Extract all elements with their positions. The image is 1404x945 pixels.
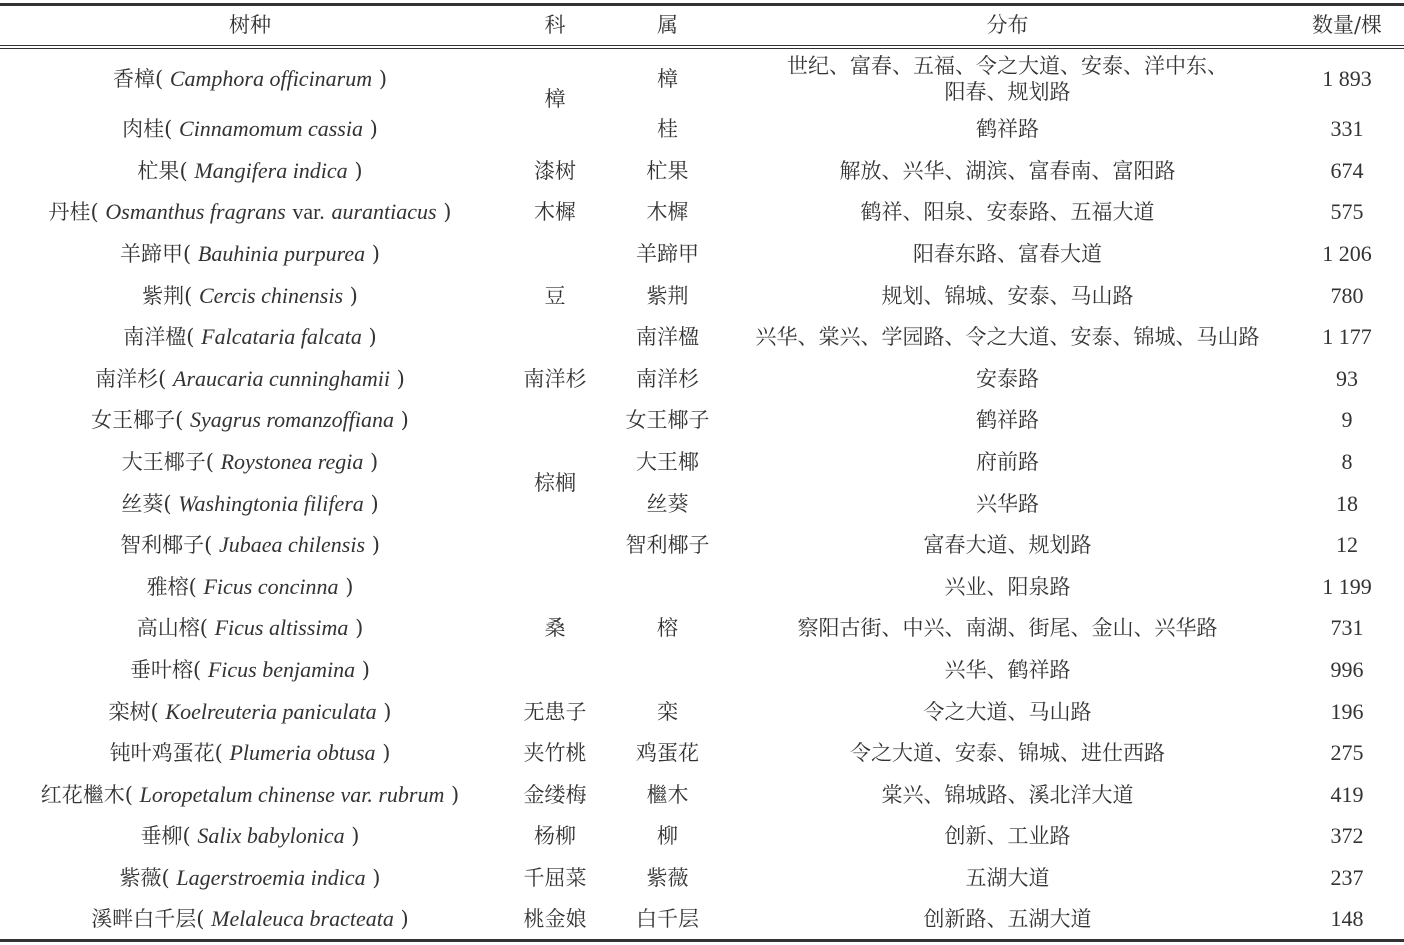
- distribution-text: 察阳古街、中兴、南湖、街尾、金山、兴华路: [797, 616, 1218, 641]
- species-cell: 栾树( Koelreuteria paniculata ): [108, 698, 392, 724]
- species-cell: 香樟( Camphora officinarum ): [112, 65, 388, 91]
- species-latin-name: Roystonea regia: [220, 449, 364, 475]
- table-row: [0, 275, 1404, 317]
- genus-cell: 栾: [657, 699, 678, 724]
- species-cell: 南洋楹( Falcataria falcata ): [123, 324, 377, 350]
- species-cell: 肉桂( Cinnamomum cassia ): [122, 116, 378, 142]
- species-cell: 南洋杉( Araucaria cunninghamii ): [95, 365, 405, 391]
- distribution-text: 富春大道、规划路: [923, 533, 1092, 558]
- genus-cell: 紫荆: [646, 283, 689, 308]
- distribution-text: 解放、兴华、湖滨、富春南、富阳路: [839, 158, 1176, 183]
- distribution-cell: [725, 816, 1290, 858]
- table-body: [0, 47, 1404, 941]
- variety-name: aurantiacus: [331, 199, 437, 225]
- species-chinese-name: 雅榕: [146, 574, 189, 599]
- genus-cell: 樟: [657, 66, 678, 91]
- table-row: [0, 192, 1404, 234]
- table-row: [0, 400, 1404, 442]
- count-cell: 372: [1330, 823, 1364, 849]
- genus-cell: 紫薇: [646, 865, 689, 890]
- species-latin-name: Camphora officinarum: [169, 65, 373, 91]
- species-chinese-name: 女王椰子: [91, 408, 176, 433]
- distribution-text: 鹤祥、阳泉、安泰路、五福大道: [860, 200, 1155, 225]
- distribution-cell: [725, 275, 1290, 317]
- header-family: 科: [544, 13, 566, 38]
- distribution-cell: [725, 483, 1290, 525]
- count-cell: 419: [1330, 781, 1364, 807]
- species-latin-name: Ficus altissima: [214, 615, 349, 641]
- family-cell: 桃金娘: [523, 906, 587, 931]
- distribution-text: 鹤祥路: [976, 408, 1039, 433]
- species-chinese-name: 紫薇: [119, 865, 162, 890]
- count-cell: 93: [1336, 365, 1358, 391]
- genus-cell: 智利椰子: [625, 533, 710, 558]
- species-chinese-name: 羊蹄甲: [120, 242, 183, 267]
- distribution-text: 令之大道、马山路: [923, 699, 1092, 724]
- table-row: [0, 150, 1404, 192]
- genus-cell: 女王椰子: [625, 408, 710, 433]
- family-cell: 千屈菜: [523, 865, 587, 890]
- count-cell: 1 206: [1322, 241, 1372, 267]
- table-row: [0, 816, 1404, 858]
- species-cell: 高山榕( Ficus altissima ): [136, 615, 364, 641]
- table-row: [0, 441, 1404, 483]
- species-chinese-name: 南洋杉: [95, 366, 159, 391]
- family-cell: 夹竹桃: [523, 741, 587, 766]
- distribution-cell: [725, 857, 1290, 899]
- genus-cell: 南洋杉: [636, 366, 699, 391]
- species-chinese-name: 丹桂: [48, 200, 91, 225]
- species-latin-name: Loropetalum chinense var. rubrum: [139, 781, 445, 807]
- table-row: [0, 47, 1404, 109]
- count-cell: 674: [1330, 157, 1364, 183]
- species-cell: 紫荆( Cercis chinensis ): [142, 282, 358, 308]
- family-cell: 棕榈: [534, 470, 576, 495]
- species-chinese-name: 栾树: [108, 699, 151, 724]
- count-cell: 275: [1330, 740, 1364, 766]
- distribution-text-line2: 阳春、规划路: [944, 79, 1071, 104]
- count-cell: 12: [1336, 532, 1358, 558]
- species-chinese-name: 紫荆: [142, 283, 185, 308]
- count-cell: 1 177: [1322, 324, 1372, 350]
- species-chinese-name: 红花檵木: [40, 782, 125, 807]
- distribution-text: 兴华路: [976, 491, 1039, 516]
- family-cell: 无患子: [523, 699, 587, 724]
- genus-cell: 桂: [657, 117, 678, 142]
- count-cell: 8: [1341, 449, 1353, 475]
- distribution-cell: [725, 316, 1290, 358]
- family-cell: 桑: [544, 616, 566, 641]
- genus-cell: 榕: [657, 616, 678, 641]
- genus-cell: 南洋楹: [636, 325, 699, 350]
- species-cell: 智利椰子( Jubaea chilensis ): [120, 532, 380, 558]
- table-row: [0, 732, 1404, 774]
- species-latin-name: Jubaea chilensis: [218, 532, 366, 558]
- species-chinese-name: 垂叶榕: [129, 658, 193, 683]
- genus-cell: 杧果: [646, 158, 689, 183]
- genus-cell: 鸡蛋花: [636, 741, 699, 766]
- header-genus: 属: [657, 13, 678, 38]
- table-row: [0, 566, 1404, 608]
- species-chinese-name: 大王椰子: [121, 450, 206, 475]
- count-cell: 18: [1336, 490, 1358, 516]
- table-row: [0, 524, 1404, 566]
- species-latin-name: Syagrus romanzoffiana: [190, 407, 394, 433]
- count-cell: 237: [1330, 864, 1364, 890]
- count-cell: 731: [1330, 615, 1364, 641]
- species-latin-name: Plumeria obtusa: [229, 740, 376, 766]
- species-cell: 溪畔白千层( Melaleuca bracteata ): [91, 905, 409, 931]
- distribution-text: 府前路: [976, 450, 1039, 475]
- species-cell: 丹桂( Osmanthus fragrans var. aurantiacus ): [48, 199, 452, 225]
- species-latin-name: Falcataria falcata: [201, 324, 362, 350]
- species-cell: 羊蹄甲( Bauhinia purpurea ): [120, 241, 380, 267]
- table-row: [0, 358, 1404, 400]
- table-row: [0, 109, 1404, 151]
- species-chinese-name: 丝葵: [121, 491, 164, 516]
- distribution-text: 棠兴、锦城路、溪北洋大道: [881, 782, 1134, 807]
- table-row: [0, 233, 1404, 275]
- count-cell: 9: [1341, 407, 1353, 433]
- distribution-text: 规划、锦城、安泰、马山路: [881, 283, 1134, 308]
- count-cell: 996: [1330, 657, 1364, 683]
- species-cell: 女王椰子( Syagrus romanzoffiana ): [91, 407, 409, 433]
- count-cell: 196: [1330, 698, 1364, 724]
- distribution-cell: [725, 608, 1290, 650]
- distribution-cell: [725, 899, 1290, 941]
- species-latin-name: Washingtonia filifera: [178, 490, 364, 516]
- genus-cell: 白千层: [636, 906, 699, 931]
- header-distribution: 分布: [986, 13, 1029, 38]
- species-chinese-name: 智利椰子: [120, 533, 205, 558]
- family-cell: 樟: [544, 87, 566, 112]
- distribution-text: 令之大道、安泰、锦城、进仕西路: [850, 741, 1165, 766]
- distribution-cell: [725, 566, 1290, 608]
- species-chinese-name: 垂柳: [140, 824, 183, 849]
- species-chinese-name: 杧果: [137, 158, 180, 183]
- family-cell: 杨柳: [534, 824, 576, 849]
- genus-cell: 柳: [657, 824, 678, 849]
- distribution-cell: [725, 524, 1290, 566]
- variety-marker: var.: [292, 199, 325, 225]
- species-latin-name: Salix babylonica: [197, 823, 345, 849]
- distribution-text: 兴华、鹤祥路: [944, 658, 1071, 683]
- distribution-cell: [725, 233, 1290, 275]
- species-chinese-name: 南洋楹: [123, 325, 187, 350]
- genus-cell: 檵木: [646, 782, 689, 807]
- tree-species-table: [0, 3, 1404, 942]
- count-cell: 780: [1330, 282, 1364, 308]
- species-latin-name: Bauhinia purpurea: [197, 241, 366, 267]
- species-cell: 丝葵( Washingtonia filifera ): [121, 490, 379, 516]
- count-cell: 1 199: [1322, 573, 1372, 599]
- distribution-text: 五湖大道: [965, 865, 1050, 890]
- distribution-cell: [725, 47, 1290, 109]
- species-latin-name: Koelreuteria paniculata: [165, 698, 377, 724]
- genus-cell: 丝葵: [646, 491, 689, 516]
- species-cell: 大王椰子( Roystonea regia ): [121, 449, 379, 475]
- family-cell: 漆树: [534, 158, 576, 183]
- distribution-text: 安泰路: [976, 366, 1039, 391]
- species-cell: 钝叶鸡蛋花( Plumeria obtusa ): [109, 740, 391, 766]
- distribution-text: 兴业、阳泉路: [944, 574, 1071, 599]
- count-cell: 331: [1330, 116, 1364, 142]
- distribution-text: 兴华、棠兴、学园路、令之大道、安泰、锦城、马山路: [755, 325, 1260, 350]
- species-cell: 红花檵木( Loropetalum chinense var. rubrum ): [40, 781, 460, 807]
- distribution-cell: [725, 192, 1290, 234]
- species-latin-name: Lagerstroemia indica: [176, 864, 366, 890]
- genus-cell: 大王椰: [636, 450, 699, 475]
- count-cell: 1 893: [1322, 65, 1372, 91]
- species-latin-name: Ficus concinna: [203, 573, 339, 599]
- distribution-cell: [725, 358, 1290, 400]
- genus-cell: 木樨: [646, 200, 689, 225]
- table-row: [0, 691, 1404, 733]
- species-latin-name: Araucaria cunninghamii: [173, 365, 390, 391]
- species-latin-name: Cinnamomum cassia: [179, 116, 363, 142]
- header-count: 数量/棵: [1311, 13, 1383, 38]
- species-cell: 雅榕( Ficus concinna ): [146, 573, 354, 599]
- species-cell: 杧果( Mangifera indica ): [137, 157, 363, 183]
- species-cell: 垂叶榕( Ficus benjamina ): [129, 657, 370, 683]
- table-row: [0, 774, 1404, 816]
- distribution-text: 鹤祥路: [976, 117, 1039, 142]
- count-cell: 575: [1330, 199, 1364, 225]
- distribution-text: 创新、工业路: [944, 824, 1071, 849]
- species-latin-name: Cercis chinensis: [199, 282, 343, 308]
- species-latin-name: Melaleuca bracteata: [211, 905, 394, 931]
- family-cell: 南洋杉: [523, 366, 587, 391]
- distribution-text: 世纪、富春、五福、令之大道、安泰、洋中东、: [787, 53, 1228, 78]
- species-chinese-name: 溪畔白千层: [91, 906, 197, 931]
- header-row: [0, 5, 1404, 47]
- table-row: [0, 899, 1404, 941]
- distribution-cell: [725, 109, 1290, 151]
- distribution-cell: [725, 441, 1290, 483]
- species-latin-name: Osmanthus fragrans: [105, 199, 286, 225]
- species-chinese-name: 香樟: [112, 66, 155, 91]
- distribution-cell: [725, 691, 1290, 733]
- species-chinese-name: 钝叶鸡蛋花: [109, 741, 215, 766]
- species-latin-name: Mangifera indica: [194, 157, 348, 183]
- table-row: [0, 483, 1404, 525]
- distribution-cell: [725, 649, 1290, 691]
- distribution-cell: [725, 774, 1290, 816]
- table-row: [0, 857, 1404, 899]
- species-cell: 紫薇( Lagerstroemia indica ): [119, 864, 381, 890]
- family-cell: 金缕梅: [523, 782, 587, 807]
- count-cell: 148: [1330, 905, 1364, 931]
- table-row: [0, 316, 1404, 358]
- distribution-cell: [725, 732, 1290, 774]
- species-chinese-name: 肉桂: [122, 117, 165, 142]
- species-chinese-name: 高山榕: [136, 616, 200, 641]
- species-latin-name: Ficus benjamina: [207, 657, 356, 683]
- genus-cell: 羊蹄甲: [636, 242, 699, 267]
- family-cell: 豆: [544, 283, 566, 308]
- distribution-cell: [725, 150, 1290, 192]
- distribution-text: 阳春东路、富春大道: [913, 242, 1102, 267]
- distribution-text: 创新路、五湖大道: [923, 906, 1092, 931]
- header-species: 树种: [229, 13, 271, 38]
- species-cell: 垂柳( Salix babylonica ): [140, 823, 360, 849]
- distribution-cell: [725, 400, 1290, 442]
- family-cell: 木樨: [534, 200, 576, 225]
